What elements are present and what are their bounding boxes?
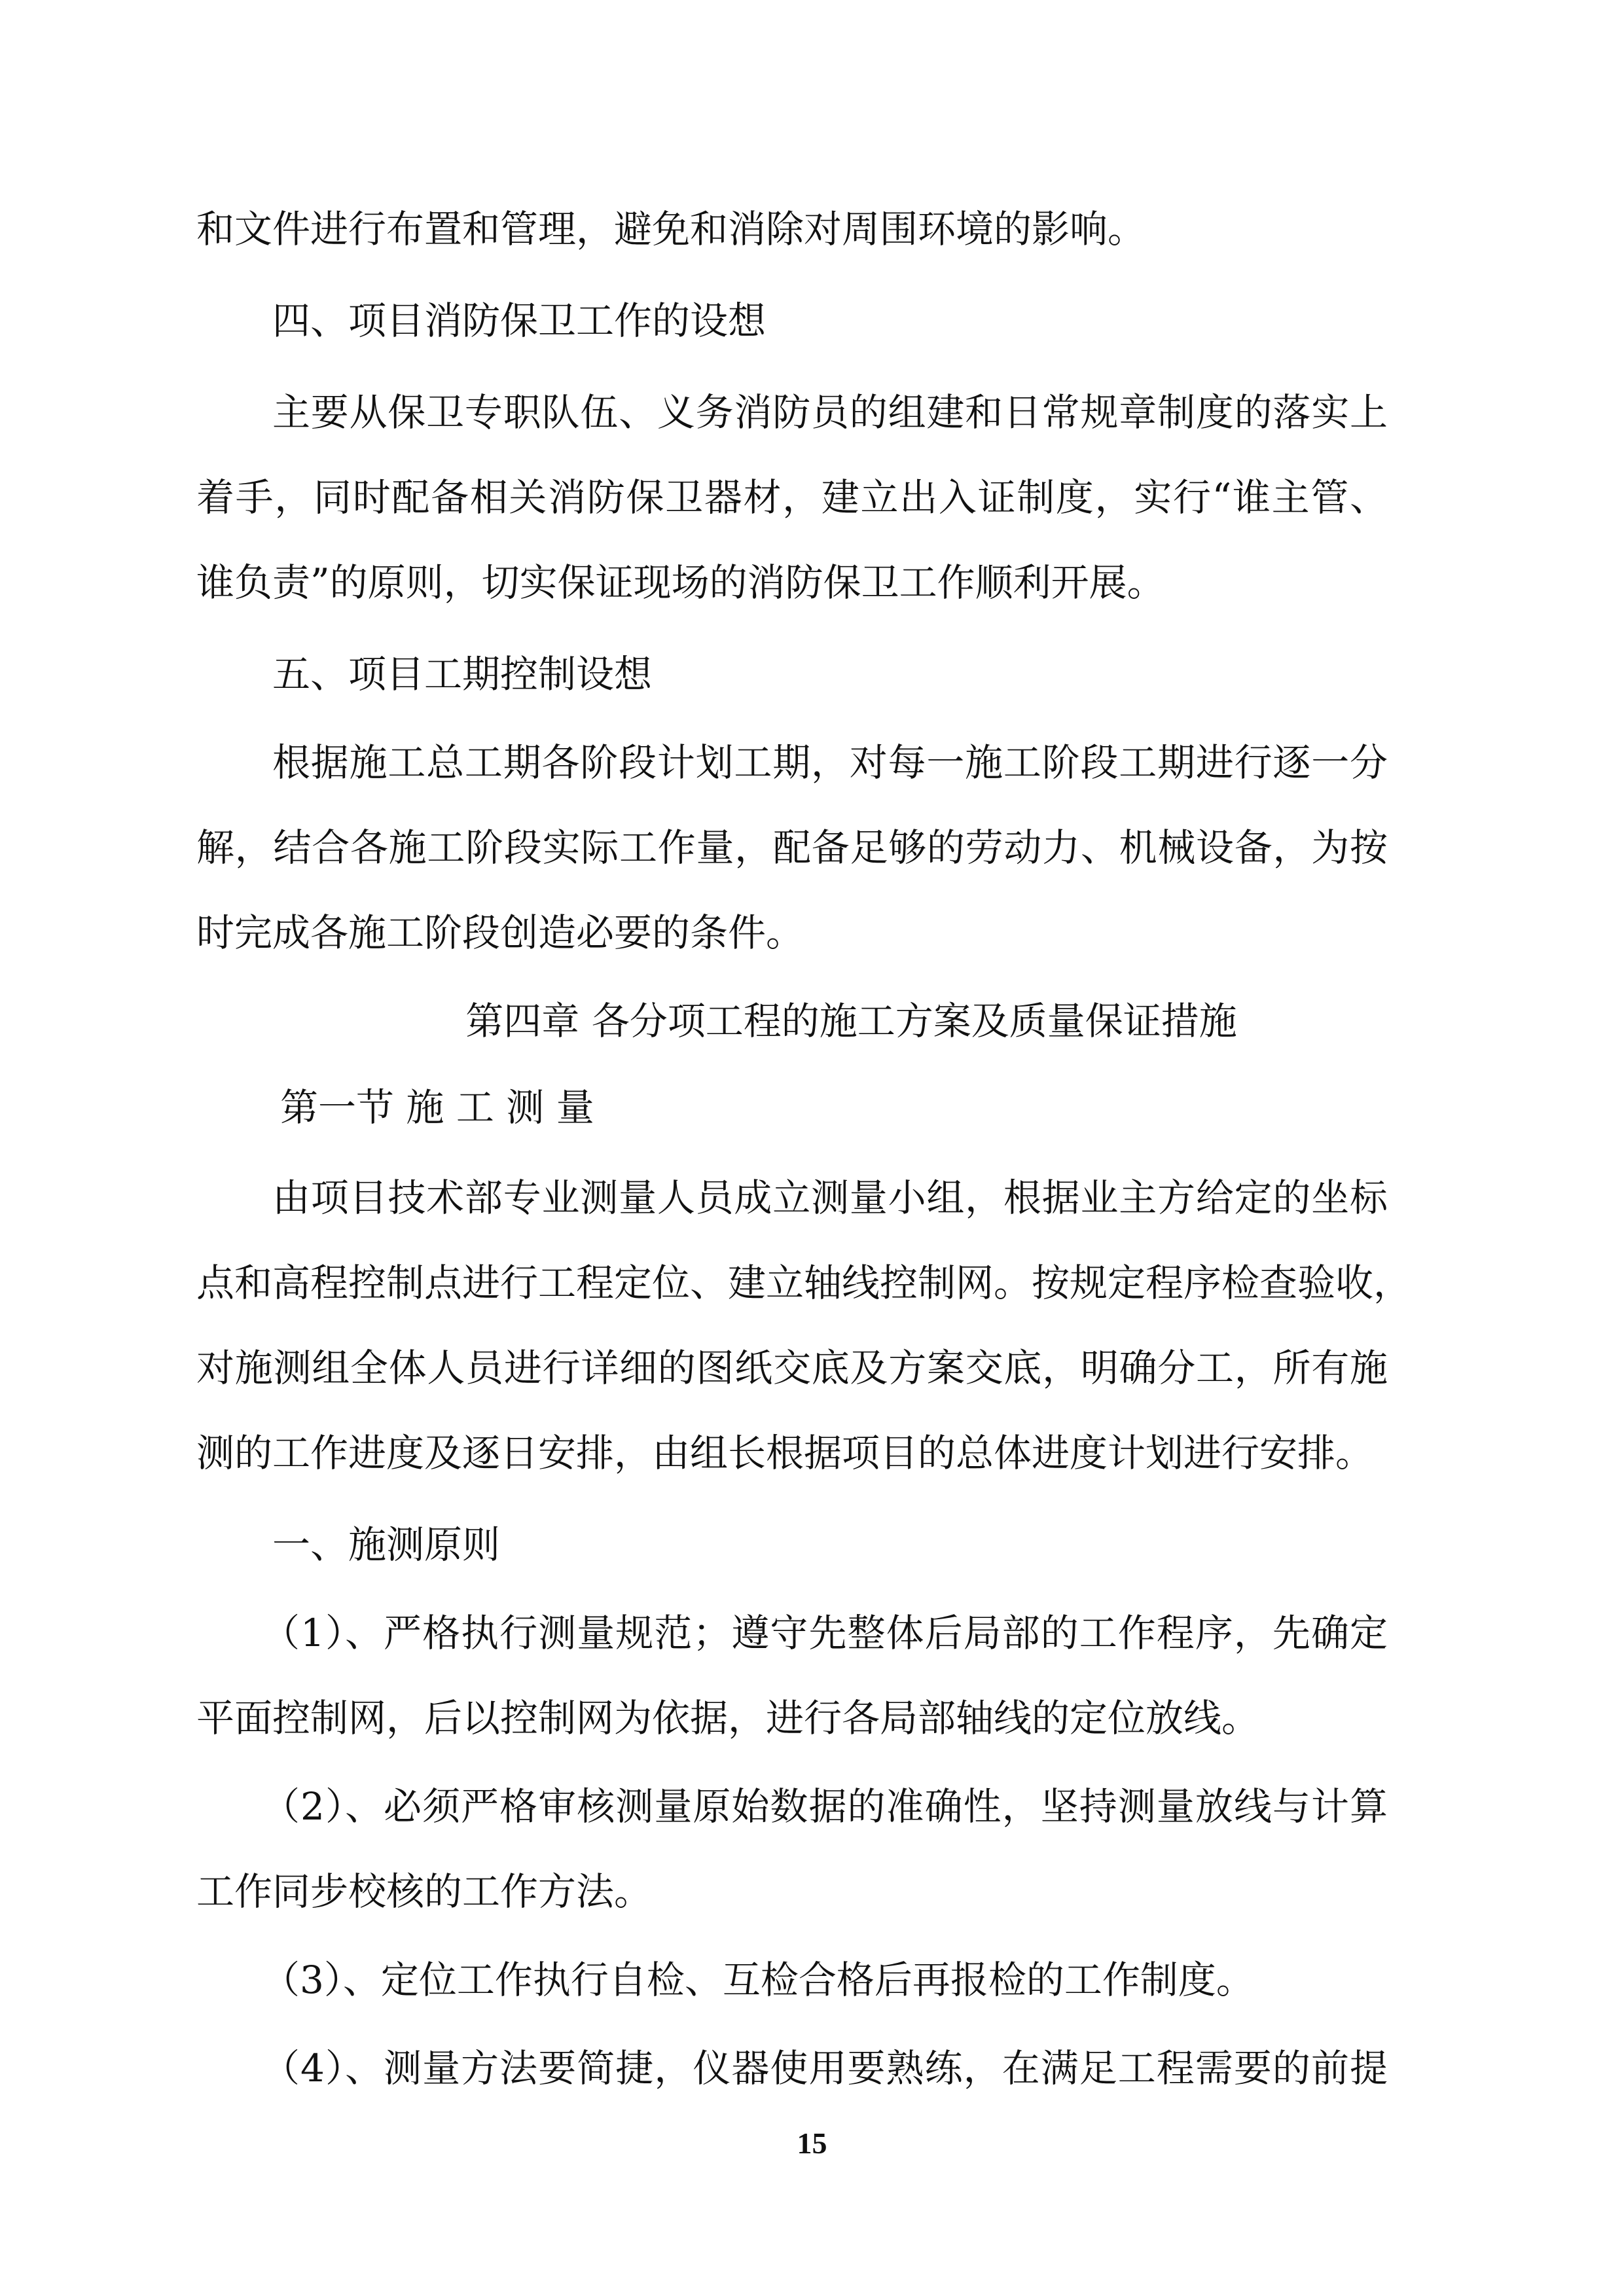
list-item: （3）、定位工作执行自检、互检合格后再报检的工作制度。 bbox=[262, 1958, 1254, 2002]
paragraph-line: 工作同步校核的工作方法。 bbox=[196, 1869, 653, 1914]
list-item: （1）、严格执行测量规范；遵守先整体后局部的工作程序，先确定 bbox=[262, 1611, 1388, 1655]
section-heading: 四、项目消防保卫工作的设想 bbox=[272, 298, 767, 343]
list-item: （2）、必须严格审核测量原始数据的准确性，坚持测量放线与计算 bbox=[262, 1784, 1388, 1829]
section-heading: 一、施测原则 bbox=[272, 1522, 501, 1567]
paragraph-line: 主要从保卫专职队伍、义务消防员的组建和日常规章制度的落实上 bbox=[272, 390, 1388, 435]
paragraph-line: 平面控制网，后以控制网为依据，进行各局部轴线的定位放线。 bbox=[196, 1696, 1260, 1740]
paragraph-line: 和文件进行布置和管理，避免和消除对周围环境的影响。 bbox=[196, 207, 1146, 251]
page-number: 15 bbox=[797, 2126, 827, 2160]
paragraph-line: 谁负责”的原则，切实保证现场的消防保卫工作顺利开展。 bbox=[196, 560, 1165, 605]
paragraph-line: 点和高程控制点进行工程定位、建立轴线控制网。按规定程序检查验收， bbox=[196, 1261, 1412, 1305]
list-item: （4）、测量方法要简捷，仪器使用要熟练，在满足工程需要的前提 bbox=[262, 2046, 1388, 2090]
paragraph-line: 测的工作进度及逐日安排，由组长根据项目的总体进度计划进行安排。 bbox=[196, 1431, 1374, 1475]
chapter-title: 第四章 各分项工程的施工方案及质量保证措施 bbox=[465, 999, 1237, 1043]
paragraph-line: 解，结合各施工阶段实际工作量，配备足够的劳动力、机械设备，为按 bbox=[196, 825, 1388, 870]
paragraph-line: 着手，同时配备相关消防保卫器材，建立出入证制度，实行“谁主管、 bbox=[196, 475, 1388, 520]
section-heading: 五、项目工期控制设想 bbox=[272, 652, 653, 696]
paragraph-line: 由项目技术部专业测量人员成立测量小组，根据业主方给定的坐标 bbox=[272, 1175, 1388, 1220]
paragraph-line: 时完成各施工阶段创造必要的条件。 bbox=[196, 910, 804, 955]
paragraph-line: 对施测组全体人员进行详细的图纸交底及方案交底，明确分工，所有施 bbox=[196, 1346, 1388, 1390]
section-title: 第一节 施 工 测 量 bbox=[280, 1085, 594, 1130]
paragraph-line: 根据施工总工期各阶段计划工期，对每一施工阶段工期进行逐一分 bbox=[272, 740, 1388, 785]
